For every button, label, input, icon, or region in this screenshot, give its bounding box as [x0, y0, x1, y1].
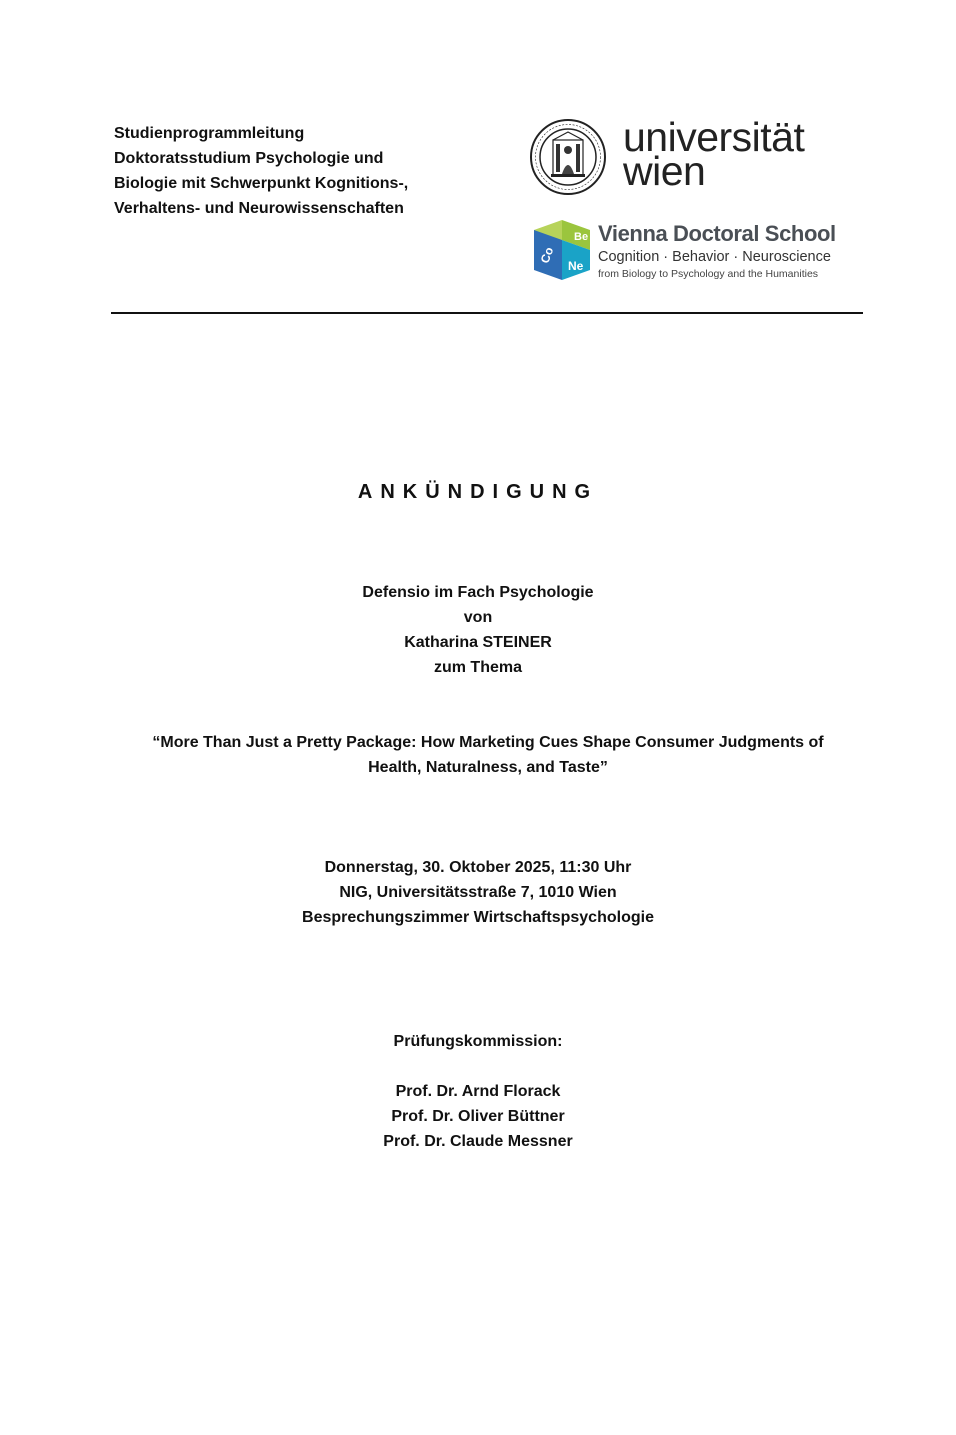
defense-info — [0, 580, 956, 680]
event-room: Besprechungszimmer Wirtschaftspsychologie — [302, 909, 654, 926]
university-wordmark — [623, 114, 805, 194]
committee-member: Prof. Dr. Arnd Florack — [395, 1083, 561, 1100]
thesis-title — [120, 730, 856, 780]
school-subtitle: Cognition · Behavior · Neuroscience — [598, 249, 831, 265]
event-details — [0, 855, 956, 930]
committee-member: Prof. Dr. Oliver Büttner — [391, 1108, 565, 1125]
university-logo — [529, 114, 849, 198]
defense-line: Katharina STEINER — [404, 634, 552, 651]
thesis-title-line: Health, Naturalness, and Taste” — [368, 759, 608, 776]
defense-line: Defensio im Fach Psychologie — [362, 584, 594, 601]
header-line: Doktoratsstudium Psychologie und — [114, 150, 384, 167]
svg-text:Ne: Ne — [568, 259, 584, 273]
school-name: Vienna Doctoral School — [598, 221, 836, 246]
header-line: Verhaltens- und Neurowissenschaften — [114, 200, 404, 217]
committee-member: Prof. Dr. Claude Messner — [383, 1133, 573, 1150]
header-line: Studienprogrammleitung — [114, 125, 305, 142]
event-date-time: Donnerstag, 30. Oktober 2025, 11:30 Uhr — [324, 859, 632, 876]
svg-text:Be: Be — [574, 231, 589, 243]
defense-line: von — [463, 609, 493, 626]
thesis-title-line: “More Than Just a Pretty Package: How Marketing Cues Shape Consumer Judgments of — [152, 734, 824, 751]
university-seal-icon — [529, 118, 607, 196]
header-line: Biologie mit Schwerpunkt Kognitions-, — [114, 175, 409, 192]
vienna-doctoral-school-logo — [530, 218, 850, 284]
event-address: NIG, Universitätsstraße 7, 1010 Wien — [339, 884, 617, 901]
committee-list — [0, 1079, 956, 1154]
svg-text:Co: Co — [537, 245, 557, 266]
announcement-heading: ANKÜNDIGUNG — [357, 481, 599, 503]
cobene-cube-icon — [530, 218, 594, 282]
wordmark-line: universität — [623, 114, 805, 160]
defense-line: zum Thema — [433, 659, 522, 676]
program-office-header — [114, 121, 494, 221]
school-tagline: from Biology to Psychology and the Humanities — [598, 268, 819, 280]
header-divider — [111, 312, 863, 314]
committee-label: Prüfungskommission: — [393, 1033, 563, 1050]
wordmark-line: wien — [623, 148, 706, 194]
